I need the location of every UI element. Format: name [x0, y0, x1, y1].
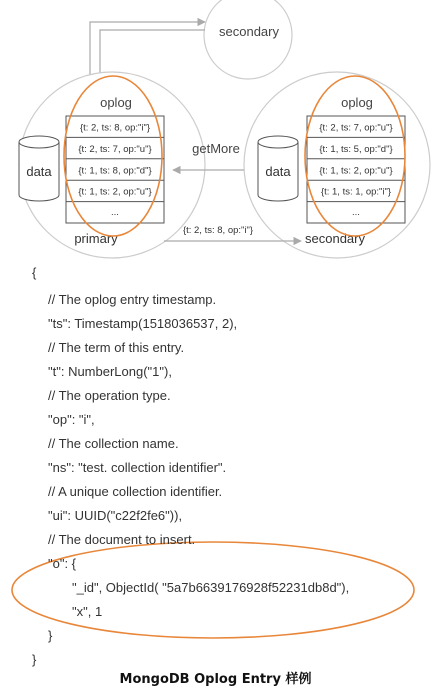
- getmore-label: getMore: [192, 141, 240, 156]
- oplog-entry: {t: 1, ts: 8, op:"d"}: [78, 165, 152, 177]
- oplog-entry: {t: 1, ts: 5, op:"d"}: [319, 143, 393, 155]
- code-line: "o": {: [48, 556, 77, 571]
- secondary-right-node-label: secondary: [305, 231, 365, 246]
- oplog-entry: {t: 2, ts: 7, op:"u"}: [319, 122, 393, 134]
- primary-data-cylinder: [19, 136, 59, 201]
- oplog-entry: {t: 1, ts: 1, op:"i"}: [320, 186, 392, 198]
- oplog-entry: {t: 1, ts: 2, op:"u"}: [319, 165, 393, 177]
- oplog-entry: {t: 1, ts: 2, op:"u"}: [78, 186, 152, 198]
- code-line: "t": NumberLong("1"),: [48, 364, 172, 379]
- secondary-oplog-label: oplog: [341, 95, 373, 110]
- code-line: "_id", ObjectId( "5a7b6639176928f52231db8d"),: [72, 580, 350, 595]
- oplog-entry: ...: [352, 207, 360, 218]
- secondary-top-label: secondary: [219, 24, 279, 39]
- sync-arrow-top: [90, 22, 205, 75]
- figure-caption: MongoDB Oplog Entry 样例: [119, 672, 312, 687]
- code-line: // The operation type.: [48, 388, 171, 403]
- oplog-entry: {t: 2, ts: 7, op:"u"}: [78, 143, 152, 155]
- oplog-entry: ...: [111, 207, 119, 218]
- secondary-oplog: [307, 116, 405, 223]
- code-line: // The document to insert.: [48, 532, 196, 547]
- secondary-data-label: data: [265, 164, 291, 179]
- oplog-entry: {t: 2, ts: 8, op:"i"}: [79, 122, 151, 134]
- code-line: // The term of this entry.: [48, 340, 185, 355]
- primary-oplog-label: oplog: [100, 95, 132, 110]
- code-line: "ns": "test. collection identifier".: [48, 460, 227, 475]
- code-line: "ts": Timestamp(1518036537, 2),: [48, 316, 238, 331]
- code-line: // A unique collection identifier.: [48, 484, 223, 499]
- primary-data-label: data: [26, 164, 52, 179]
- secondary-top-node: [204, 0, 292, 79]
- code-line: "ui": UUID("c22f2fe6")),: [48, 508, 183, 523]
- primary-oplog: [66, 116, 164, 223]
- code-line: // The oplog entry timestamp.: [48, 292, 217, 307]
- code-line: // The collection name.: [48, 436, 179, 451]
- code-line: "op": "i",: [48, 412, 95, 427]
- code-line: }: [32, 652, 37, 667]
- code-line: }: [48, 628, 53, 643]
- code-line: "x", 1: [72, 604, 103, 619]
- secondary-data-cylinder: [258, 136, 298, 201]
- code-line: {: [32, 265, 37, 280]
- transfer-entry-label: {t: 2, ts: 8, op:"i"}: [182, 225, 254, 236]
- primary-node-label: primary: [74, 231, 118, 246]
